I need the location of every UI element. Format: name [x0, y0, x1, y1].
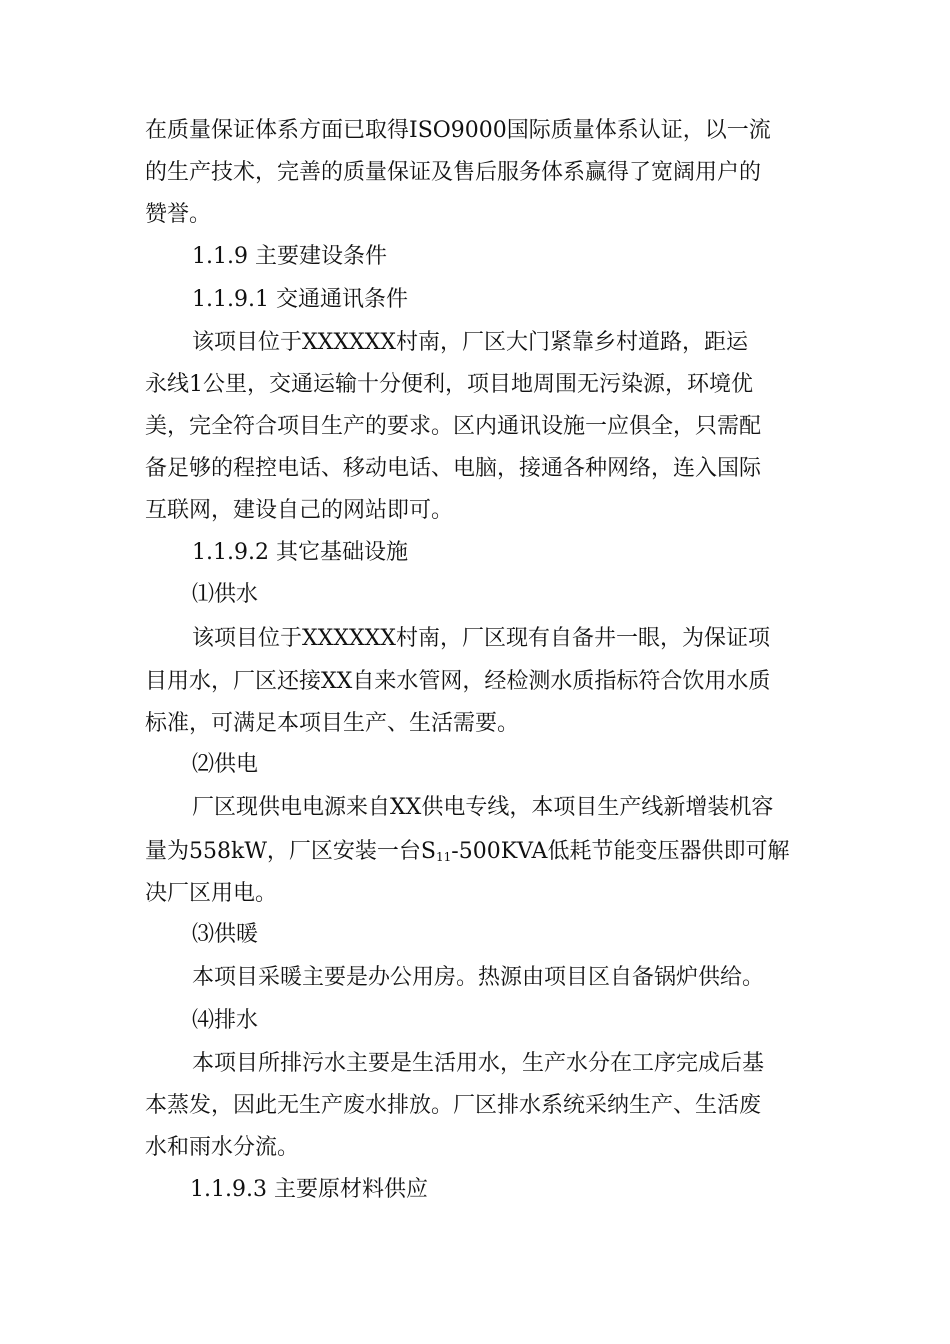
paragraph-line: 本项目所排污水主要是生活用水，生产水分在工序完成后基 — [192, 1051, 765, 1076]
paragraph-line: 该项目位于XXXXXX村南，厂区现有自备井一眼，为保证项 — [192, 626, 770, 651]
list-item-power-supply: ⑵供电 — [192, 752, 259, 777]
paragraph-line: 本蒸发，因此无生产废水排放。厂区排水系统采纳生产、生活废 — [145, 1093, 762, 1118]
list-item-heating: ⑶供暖 — [192, 922, 259, 947]
paragraph-line: 美，完全符合项目生产的要求。区内通讯设施一应俱全，只需配 — [145, 414, 762, 439]
section-heading-1-1-9-1: 1.1.9.1 交通通讯条件 — [192, 287, 408, 312]
section-heading-1-1-9-2: 1.1.9.2 其它基础设施 — [192, 540, 408, 565]
section-heading-1-1-9: 1.1.9 主要建设条件 — [192, 244, 387, 269]
paragraph-line: 目用水，厂区还接XX自来水管网，经检测水质指标符合饮用水质 — [145, 669, 771, 694]
paragraph-line: 永线1公里，交通运输十分便利，项目地周围无污染源，环境优 — [145, 372, 753, 397]
paragraph-line: 的生产技术，完善的质量保证及售后服务体系赢得了宽阔用户的 — [145, 160, 762, 185]
paragraph-line: 备足够的程控电话、移动电话、电脑，接通各种网络，连入国际 — [145, 456, 762, 481]
paragraph-line: 该项目位于XXXXXX村南，厂区大门紧靠乡村道路，距运 — [192, 330, 748, 355]
text-segment: 量为558kW，厂区安装一台S — [145, 839, 437, 864]
paragraph-line: 厂区现供电电源来自XX供电专线，本项目生产线新增装机容 — [192, 795, 774, 820]
paragraph-line-with-subscript — [145, 837, 789, 867]
paragraph-line: 标准，可满足本项目生产、生活需要。 — [145, 711, 520, 736]
text-segment: -500KVA低耗节能变压器供即可解 — [451, 839, 790, 864]
paragraph-line: 互联网，建设自己的网站即可。 — [145, 498, 454, 523]
paragraph-line: 水和雨水分流。 — [145, 1135, 300, 1160]
paragraph-line: 决厂区用电。 — [145, 881, 278, 906]
paragraph-line: 在质量保证体系方面已取得ISO9000国际质量体系认证，以一流 — [145, 118, 771, 143]
section-heading-1-1-9-3: 1.1.9.3 主要原材料供应 — [190, 1177, 428, 1202]
subscript-text: 11 — [436, 850, 452, 864]
list-item-drainage: ⑷排水 — [192, 1008, 259, 1033]
list-item-water-supply: ⑴供水 — [192, 582, 259, 607]
paragraph-line: 赞誉。 — [145, 202, 212, 227]
paragraph-line: 本项目采暖主要是办公用房。热源由项目区自备锅炉供给。 — [192, 965, 765, 990]
